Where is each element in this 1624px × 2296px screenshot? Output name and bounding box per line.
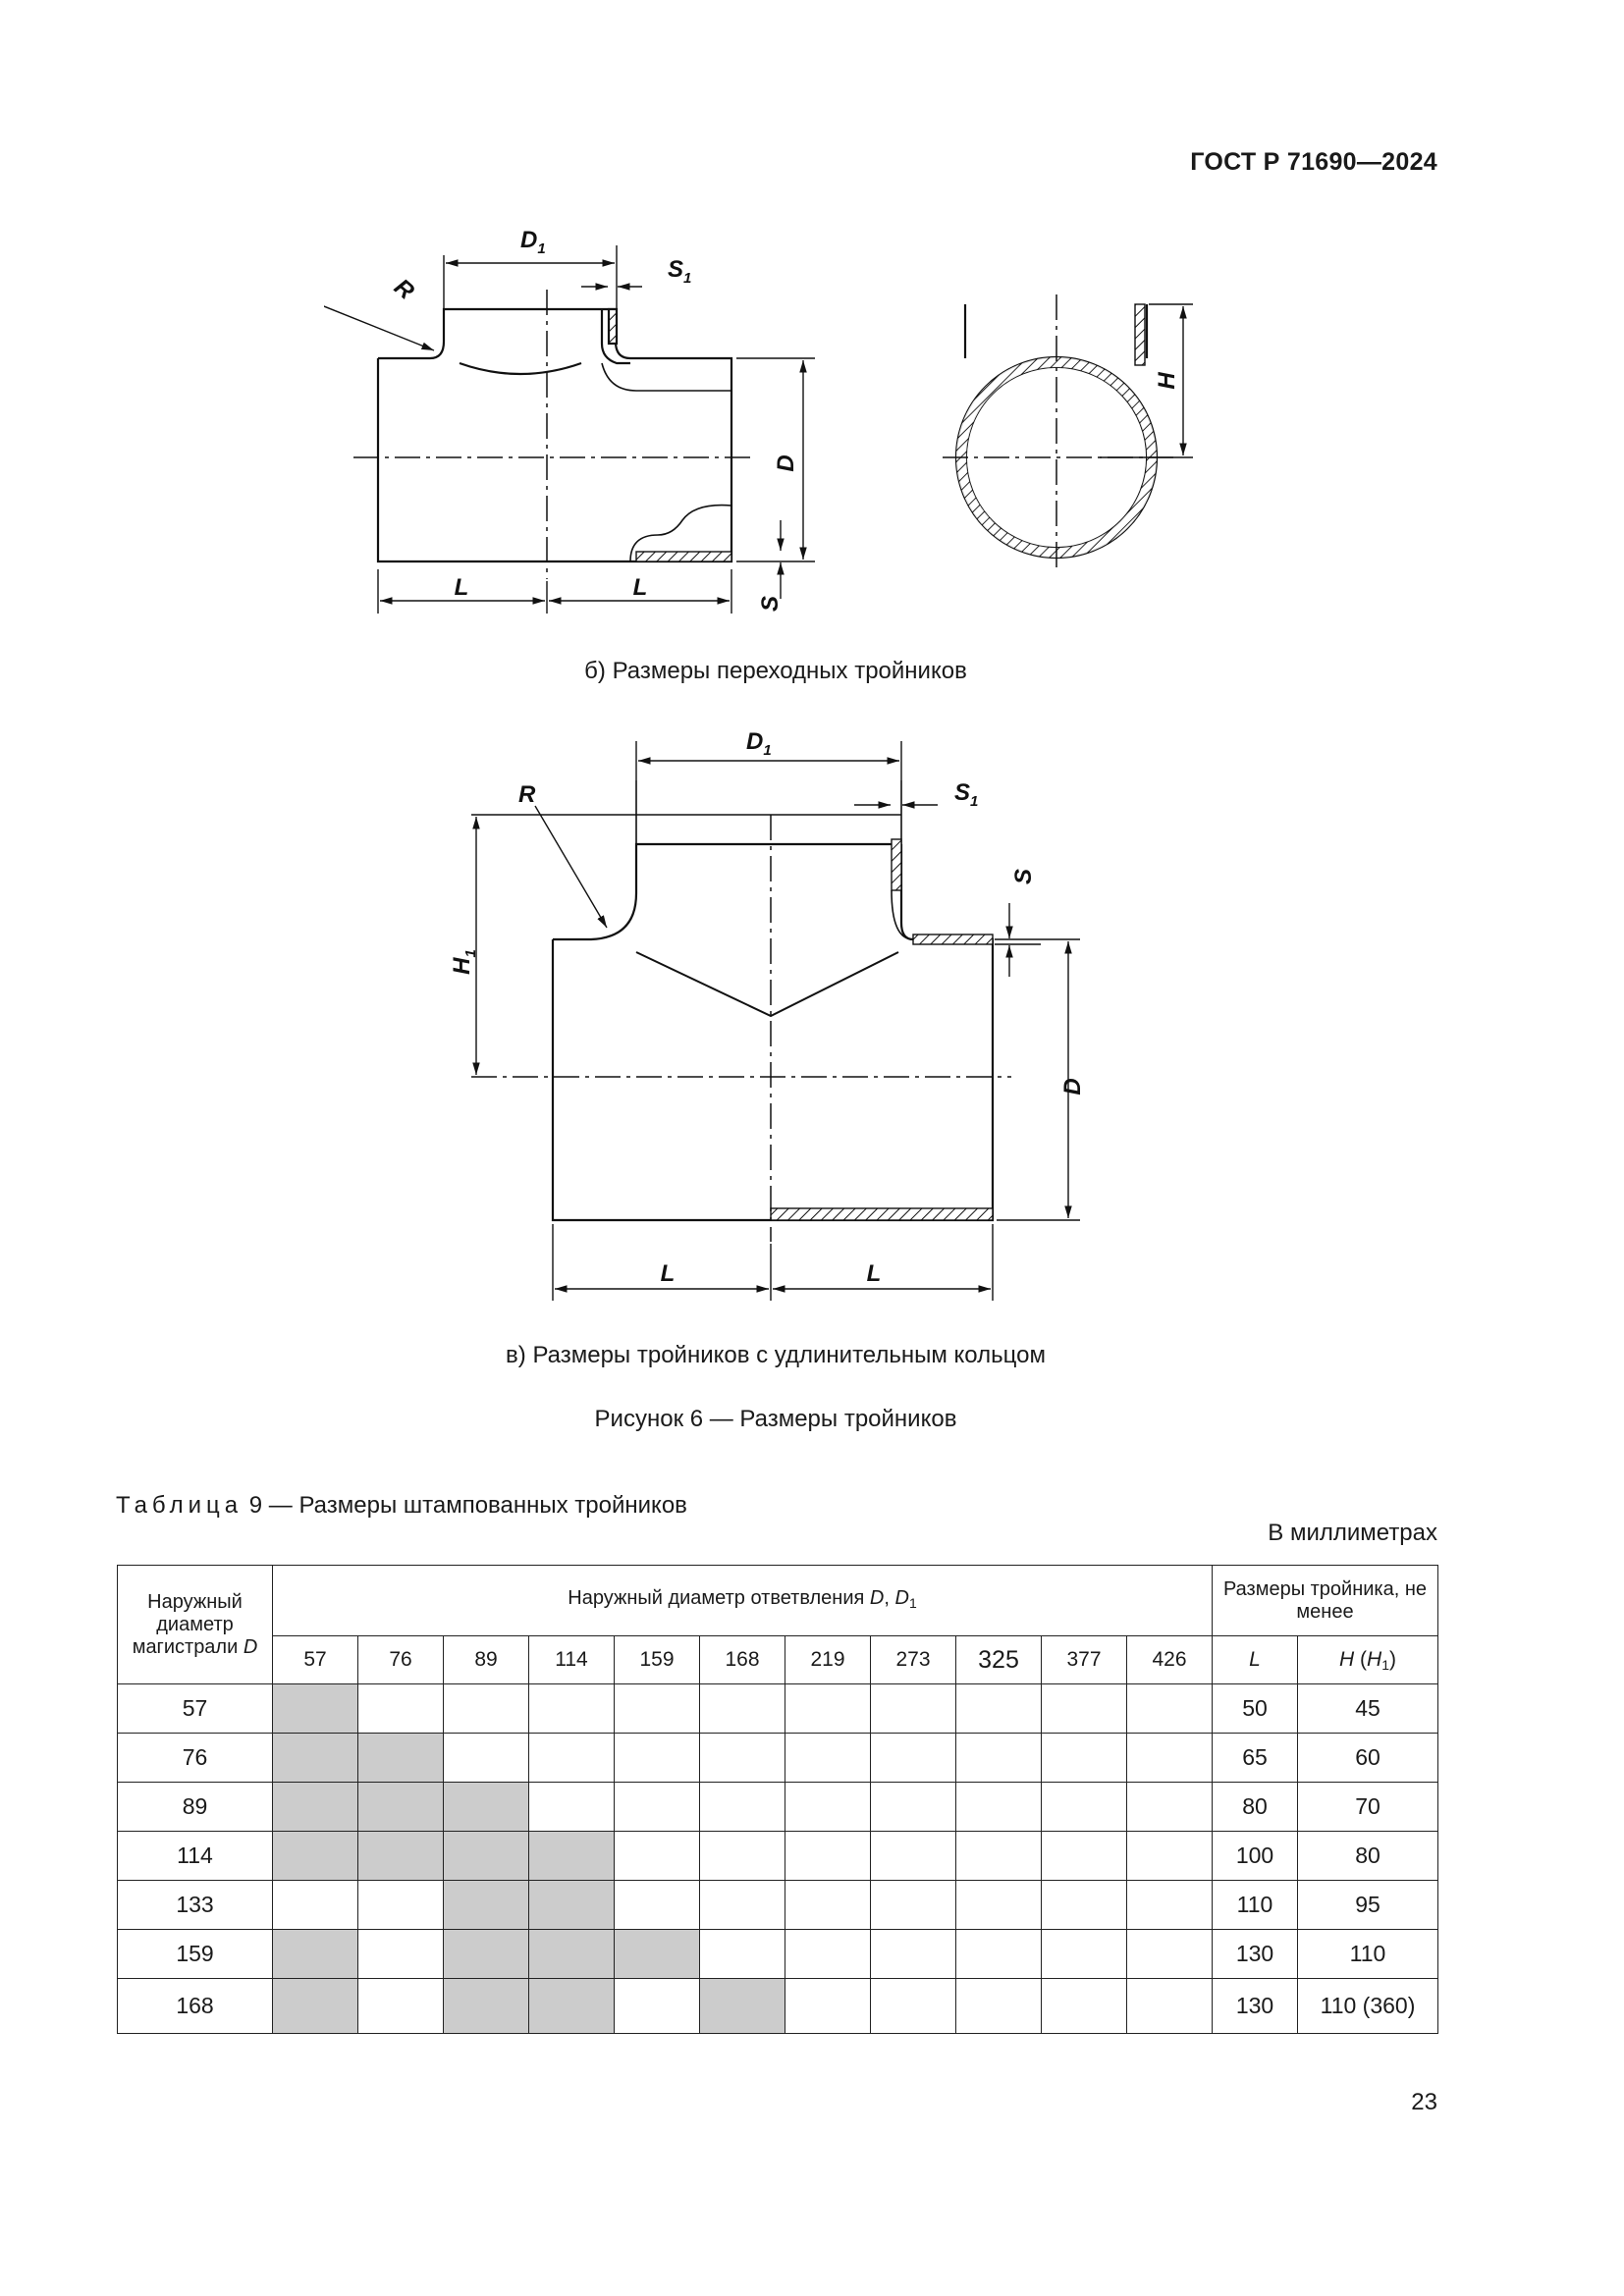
cell-main-diameter: 57: [118, 1684, 273, 1734]
header-branch-377: 377: [1042, 1636, 1127, 1684]
figure-title: Рисунок 6 — Размеры тройников: [594, 1406, 957, 1432]
sub-header-row: [118, 1636, 1438, 1684]
label-s: S: [1010, 868, 1037, 885]
cell-branch-325: [956, 1881, 1042, 1930]
document-header: ГОСТ Р 71690—2024: [1190, 148, 1437, 176]
figure-b-caption: б) Размеры переходных тройников: [584, 658, 967, 684]
cell-l: 110: [1213, 1881, 1298, 1930]
header-h: H $(H_1)$: [1298, 1636, 1438, 1684]
cell-branch-325: [956, 1783, 1042, 1832]
label-l-right: L: [632, 574, 648, 601]
cell-branch-114: [529, 1783, 615, 1832]
cell-branch-273: [871, 1930, 956, 1979]
cell-branch-219: [785, 1783, 871, 1832]
cell-branch-168: [700, 1881, 785, 1930]
cell-h: 45: [1298, 1684, 1438, 1734]
cell-branch-76: [358, 1881, 444, 1930]
cell-l: 100: [1213, 1832, 1298, 1881]
cell-branch-426: [1127, 1979, 1213, 2034]
cell-branch-426: [1127, 1881, 1213, 1930]
cell-branch-89: [444, 1881, 529, 1930]
table-title: Таблица 9 — Размеры штампованных тройников: [116, 1492, 687, 1519]
cell-branch-273: [871, 1832, 956, 1881]
cell-main-diameter: 159: [118, 1930, 273, 1979]
table-units: В миллиметрах: [1268, 1520, 1437, 1546]
page-number: 23: [1411, 2089, 1437, 2115]
cell-branch-273: [871, 1881, 956, 1930]
cell-branch-89: [444, 1783, 529, 1832]
header-branch-168: 168: [700, 1636, 785, 1684]
cell-branch-89: [444, 1979, 529, 2034]
cell-branch-57: [273, 1684, 358, 1734]
cell-h: 95: [1298, 1881, 1438, 1930]
cell-branch-57: [273, 1832, 358, 1881]
table-row: [118, 1684, 1438, 1734]
cell-branch-114: [529, 1684, 615, 1734]
label-h1: $H_1$: [449, 949, 479, 975]
header-branch-114: 114: [529, 1636, 615, 1684]
table-row: [118, 1930, 1438, 1979]
cell-branch-219: [785, 1734, 871, 1783]
cell-branch-76: [358, 1930, 444, 1979]
cell-branch-219: [785, 1930, 871, 1979]
dimensions-table: [117, 1565, 1438, 2034]
cell-branch-168: [700, 1832, 785, 1881]
cell-branch-89: [444, 1734, 529, 1783]
cell-branch-168: [700, 1684, 785, 1734]
label-d1: $D_1$: [520, 227, 546, 257]
table-row: [118, 1979, 1438, 2034]
cell-h: 60: [1298, 1734, 1438, 1783]
label-d: D: [1059, 1078, 1086, 1095]
header-branch-325: 325: [956, 1636, 1042, 1684]
cell-branch-76: [358, 1734, 444, 1783]
cell-branch-89: [444, 1930, 529, 1979]
cell-branch-168: [700, 1930, 785, 1979]
figure-b-transitional-tee: [324, 216, 1247, 638]
cell-branch-426: [1127, 1734, 1213, 1783]
header-branch-273: 273: [871, 1636, 956, 1684]
figure-v-extension-ring-tee: [442, 721, 1129, 1320]
table-row: [118, 1783, 1438, 1832]
cell-branch-57: [273, 1979, 358, 2034]
cell-branch-76: [358, 1979, 444, 2034]
cell-branch-114: [529, 1930, 615, 1979]
cell-main-diameter: 89: [118, 1783, 273, 1832]
cell-branch-159: [615, 1684, 700, 1734]
label-l-left: L: [454, 574, 469, 601]
cell-branch-426: [1127, 1832, 1213, 1881]
cell-l: 130: [1213, 1979, 1298, 2034]
cell-branch-89: [444, 1832, 529, 1881]
cell-branch-273: [871, 1979, 956, 2034]
cell-branch-219: [785, 1881, 871, 1930]
cell-main-diameter: 168: [118, 1979, 273, 2034]
cell-branch-273: [871, 1734, 956, 1783]
label-r: R: [389, 273, 419, 305]
cell-branch-377: [1042, 1783, 1127, 1832]
cell-branch-168: [700, 1734, 785, 1783]
cell-h: 70: [1298, 1783, 1438, 1832]
cell-branch-57: [273, 1783, 358, 1832]
cell-h: 110 (360): [1298, 1979, 1438, 2034]
label-d: D: [773, 454, 799, 472]
header-tee-dimensions: Размеры тройника, не менее: [1213, 1566, 1438, 1636]
cell-branch-76: [358, 1783, 444, 1832]
cell-branch-377: [1042, 1734, 1127, 1783]
cell-branch-273: [871, 1684, 956, 1734]
cell-branch-159: [615, 1979, 700, 2034]
label-s: S: [757, 595, 784, 613]
cell-branch-219: [785, 1684, 871, 1734]
cell-l: 50: [1213, 1684, 1298, 1734]
header-branch-219: 219: [785, 1636, 871, 1684]
label-r: R: [518, 781, 536, 808]
cell-branch-426: [1127, 1930, 1213, 1979]
label-h: H: [1154, 372, 1180, 390]
table-row: [118, 1832, 1438, 1881]
cell-branch-426: [1127, 1783, 1213, 1832]
cell-branch-57: [273, 1930, 358, 1979]
label-s1: $S_1$: [668, 256, 692, 287]
cell-branch-159: [615, 1832, 700, 1881]
cell-branch-76: [358, 1684, 444, 1734]
cell-branch-159: [615, 1930, 700, 1979]
cell-branch-325: [956, 1832, 1042, 1881]
cell-branch-57: [273, 1734, 358, 1783]
cell-l: 65: [1213, 1734, 1298, 1783]
cell-branch-377: [1042, 1684, 1127, 1734]
cell-branch-273: [871, 1783, 956, 1832]
cell-branch-377: [1042, 1930, 1127, 1979]
figure-v-caption: в) Размеры тройников с удлинительным кольцом: [506, 1342, 1046, 1368]
label-l-left: L: [660, 1260, 676, 1287]
table-row: [118, 1734, 1438, 1783]
cell-branch-377: [1042, 1881, 1127, 1930]
cell-l: 130: [1213, 1930, 1298, 1979]
cell-h: 80: [1298, 1832, 1438, 1881]
label-l-right: L: [866, 1260, 882, 1287]
header-branch-159: 159: [615, 1636, 700, 1684]
cell-h: 110: [1298, 1930, 1438, 1979]
label-d1: $D_1$: [746, 728, 772, 759]
header-branch-426: 426: [1127, 1636, 1213, 1684]
cell-branch-76: [358, 1832, 444, 1881]
cell-branch-219: [785, 1979, 871, 2034]
cell-branch-114: [529, 1881, 615, 1930]
header-l: L: [1213, 1636, 1298, 1684]
cell-branch-89: [444, 1684, 529, 1734]
label-s1: $S_1$: [954, 779, 979, 810]
header-branch-76: 76: [358, 1636, 444, 1684]
cell-branch-114: [529, 1734, 615, 1783]
header-main-diameter: Наружный диаметр магистрали D: [118, 1566, 273, 1684]
cell-branch-377: [1042, 1979, 1127, 2034]
cell-branch-57: [273, 1881, 358, 1930]
cell-branch-426: [1127, 1684, 1213, 1734]
cell-branch-159: [615, 1881, 700, 1930]
cell-main-diameter: 114: [118, 1832, 273, 1881]
table-row: [118, 1881, 1438, 1930]
cell-branch-114: [529, 1979, 615, 2034]
cell-branch-325: [956, 1734, 1042, 1783]
header-branch-89: 89: [444, 1636, 529, 1684]
cell-branch-325: [956, 1979, 1042, 2034]
cell-main-diameter: 76: [118, 1734, 273, 1783]
cell-branch-168: [700, 1979, 785, 2034]
cell-branch-168: [700, 1783, 785, 1832]
cell-branch-159: [615, 1783, 700, 1832]
cell-main-diameter: 133: [118, 1881, 273, 1930]
cell-branch-325: [956, 1684, 1042, 1734]
header-branch-diameter: Наружный диаметр ответвления D, $D_1$: [273, 1566, 1213, 1636]
cell-branch-377: [1042, 1832, 1127, 1881]
cell-branch-219: [785, 1832, 871, 1881]
cell-branch-114: [529, 1832, 615, 1881]
header-branch-57: 57: [273, 1636, 358, 1684]
cell-branch-159: [615, 1734, 700, 1783]
cell-l: 80: [1213, 1783, 1298, 1832]
cell-branch-325: [956, 1930, 1042, 1979]
